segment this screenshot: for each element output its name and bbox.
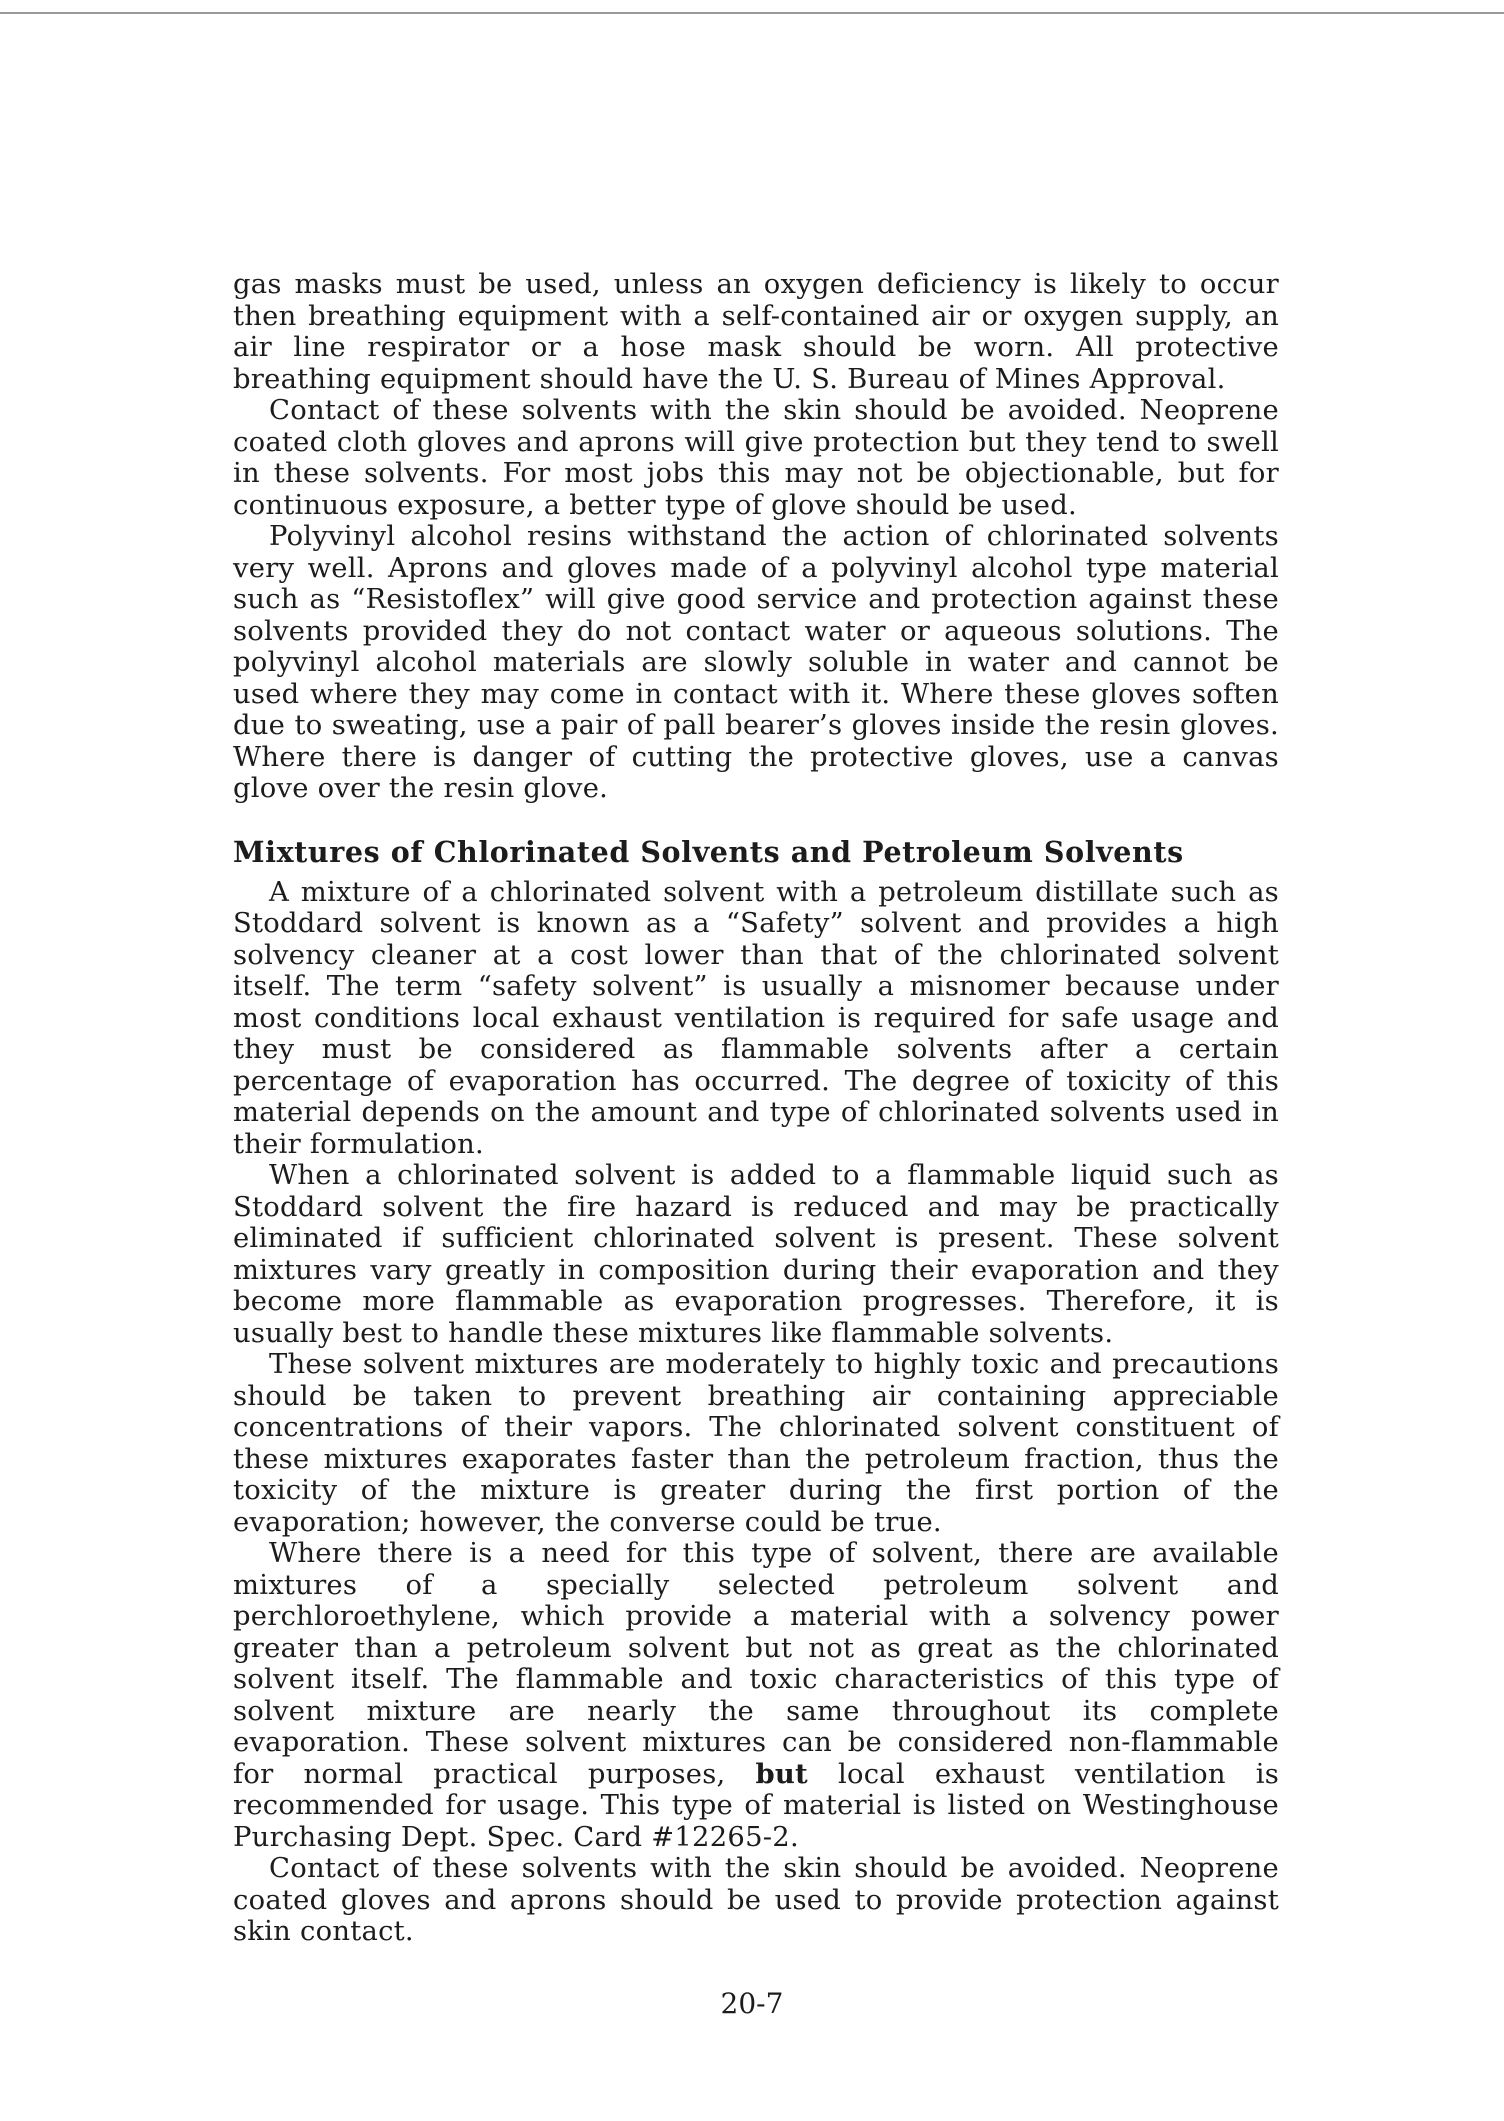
paragraph-available-mixtures [233, 1538, 1279, 1853]
emphasis-but: but [755, 1757, 808, 1790]
paragraph-safety-solvent: A mixture of a chlorinated solvent with a petroleum distillate such as Stoddard solvent is known as a “Safety” solvent and provides a high solvency cleaner at a cost lower than that of the chlorinated solvent itself. The term “safety solvent” is usually a misnomer because under most conditions local exhaust ventilation is required for safe usage and they must be considered as flammable solvents after a certain percentage of evaporation has occurred. The degree of toxicity of this material depends on the amount and type of chlorinated solvents used in their formulation. [233, 876, 1279, 1160]
section-heading: Mixtures of Chlorinated Solvents and Petroleum Solvents [233, 834, 1184, 869]
body-text-column [233, 269, 1279, 1948]
paragraph-toxicity: These solvent mixtures are moderately to highly toxic and precautions should be taken to prevent breathing air containing appreciable concentrations of their vapors. The chlorinated solvent constituent of these mixtures exaporates faster than the petroleum fraction, thus the toxicity of the mixture is greater during the first portion of the evaporation; however, the converse could be true. [233, 1349, 1279, 1538]
paragraph-polyvinyl-alcohol: Polyvinyl alcohol resins withstand the action of chlorinated solvents very well. Aprons and gloves made of a polyvinyl alcohol type material such as “Resistoflex” will give good service and protection against these solvents provided they do not contact water or aqueous solutions. The polyvinyl alcohol materials are slowly soluble in water and cannot be used where they may come in contact with it. Where these gloves soften due to sweating, use a pair of pall bearer’s gloves inside the resin gloves. Where there is danger of cutting the protective gloves, use a canvas glove over the resin glove. [233, 521, 1279, 804]
mixtures-text-after: local exhaust ventilation is recommended for usage. This type of material is listed on Westinghouse Purchasing Dept. Spec. Card #12265-2. [233, 1758, 1280, 1853]
page-number: 20-7 [720, 1987, 784, 2020]
paragraph-skin-contact-neoprene: Contact of these solvents with the skin should be avoided. Neoprene coated cloth gloves and aprons will give protection but they tend to swell in these solvents. For most jobs this may not be objectionable, but for continuous exposure, a better type of glove should be used. [233, 395, 1279, 521]
mixtures-text-before: Where there is a need for this type of solvent, there are available mixtures of a specially selected petroleum solvent and perchloroethylene, which provide a material with a solvency power greater than a petroleum solvent but not as great as the chlorinated solvent itself. The flammable and toxic characteristics of this type of solvent mixture are nearly the same throughout its complete evaporation. These solvent mixtures can be considered non-flammable for normal practical purposes, [233, 1538, 1279, 1790]
paragraph-gas-masks: gas masks must be used, unless an oxygen deficiency is likely to occur then breathing equipment with a self-contained air or oxygen supply, an air line respirator or a hose mask should be worn. All protective breathing equipment should have the U. S. Bureau of Mines Approval. [233, 269, 1279, 395]
top-edge-rule [0, 12, 1504, 14]
paragraph-fire-hazard: When a chlorinated solvent is added to a flammable liquid such as Stoddard solvent the fire hazard is reduced and may be practically eliminated if sufficient chlorinated solvent is present. These solvent mixtures vary greatly in composition during their evaporation and they become more flammable as evaporation progresses. Therefore, it is usually best to handle these mixtures like flammable solvents. [233, 1160, 1279, 1349]
paragraph-skin-contact-final: Contact of these solvents with the skin should be avoided. Neoprene coated gloves and aprons should be used to provide protection against skin contact. [233, 1853, 1279, 1947]
